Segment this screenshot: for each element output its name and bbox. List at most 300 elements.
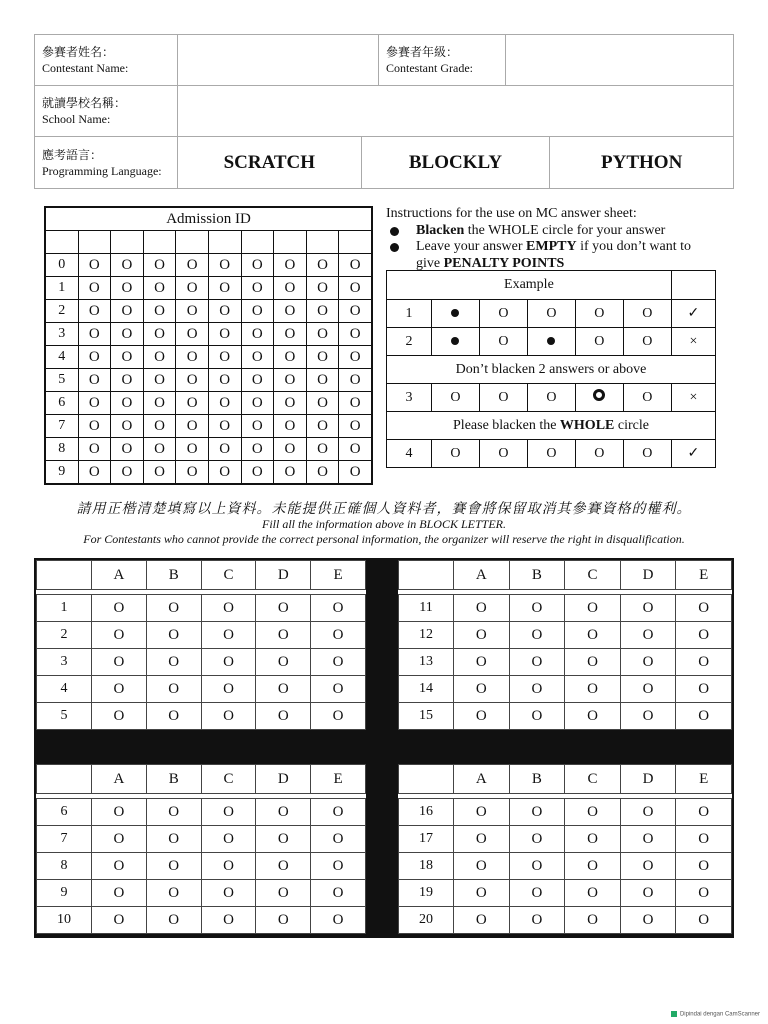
admission-bubble[interactable]: O xyxy=(274,369,307,392)
admission-digit-label: 0 xyxy=(45,254,78,277)
answer-bubble[interactable]: O xyxy=(92,880,147,907)
answer-bubble[interactable]: O xyxy=(146,853,201,880)
answer-bubble[interactable]: O xyxy=(565,799,621,826)
admission-bubble[interactable]: O xyxy=(111,254,144,277)
question-row xyxy=(37,880,366,907)
answer-bubble[interactable]: O xyxy=(311,595,366,622)
admission-bubble[interactable]: O xyxy=(111,323,144,346)
admission-bubble[interactable]: O xyxy=(339,323,372,346)
admission-bubble[interactable]: O xyxy=(208,300,241,323)
answer-option-header: D xyxy=(256,561,311,590)
answer-bubble[interactable]: O xyxy=(201,595,256,622)
admission-bubble[interactable]: O xyxy=(306,392,339,415)
answer-option-header: C xyxy=(565,765,621,794)
answer-bubble[interactable]: O xyxy=(454,853,510,880)
answer-bubble[interactable]: O xyxy=(565,853,621,880)
answer-bubble[interactable]: O xyxy=(201,853,256,880)
answer-bubble[interactable]: O xyxy=(201,799,256,826)
answer-bubble[interactable]: O xyxy=(509,853,565,880)
admission-bubble[interactable]: O xyxy=(339,346,372,369)
answer-option-header: A xyxy=(92,765,147,794)
example-row xyxy=(387,440,716,468)
cross-icon: × xyxy=(671,328,715,356)
answer-bubble[interactable]: O xyxy=(620,649,676,676)
admission-id-digit-box[interactable] xyxy=(176,231,209,254)
admission-bubble[interactable]: O xyxy=(274,461,307,485)
answer-bubble[interactable]: O xyxy=(676,853,732,880)
answer-bubble[interactable]: O xyxy=(565,880,621,907)
admission-id-write-row xyxy=(45,231,372,254)
question-number: 13 xyxy=(399,649,454,676)
admission-id-row xyxy=(45,277,372,300)
admission-id-digit-box[interactable] xyxy=(339,231,372,254)
answer-bubble[interactable]: O xyxy=(201,649,256,676)
admission-bubble[interactable]: O xyxy=(241,346,274,369)
admission-bubble[interactable]: O xyxy=(78,323,111,346)
admission-id-digit-box[interactable] xyxy=(241,231,274,254)
instructions-heading: Instructions for the use on MC answer sheet: xyxy=(386,206,637,221)
answer-bubble[interactable]: O xyxy=(565,649,621,676)
answer-bubble[interactable]: O xyxy=(620,595,676,622)
answer-bubble[interactable]: O xyxy=(201,907,256,934)
answer-bubble[interactable]: O xyxy=(676,799,732,826)
example-row xyxy=(387,328,716,356)
answer-bubble[interactable]: O xyxy=(676,907,732,934)
example-bubble: O xyxy=(431,384,479,412)
admission-bubble[interactable]: O xyxy=(111,392,144,415)
answer-bubble[interactable]: O xyxy=(509,907,565,934)
question-row xyxy=(37,703,366,730)
admission-bubble[interactable]: O xyxy=(339,254,372,277)
admission-bubble[interactable]: O xyxy=(78,300,111,323)
example-bubble: O xyxy=(623,328,671,356)
admission-bubble[interactable]: O xyxy=(306,277,339,300)
admission-id-digit-box[interactable] xyxy=(274,231,307,254)
answer-block xyxy=(36,764,366,934)
answer-bubble[interactable]: O xyxy=(311,622,366,649)
admission-bubble[interactable]: O xyxy=(176,461,209,485)
answer-bubble[interactable]: O xyxy=(454,703,510,730)
answer-option-header: A xyxy=(454,561,510,590)
admission-id-row xyxy=(45,438,372,461)
answer-option-header: B xyxy=(509,765,565,794)
answer-bubble[interactable]: O xyxy=(620,622,676,649)
bullet-icon xyxy=(390,227,399,236)
admission-bubble[interactable]: O xyxy=(78,438,111,461)
admission-id-row xyxy=(45,369,372,392)
admission-digit-label: 1 xyxy=(45,277,78,300)
admission-bubble[interactable]: O xyxy=(339,415,372,438)
answer-bubble[interactable]: O xyxy=(509,880,565,907)
answer-bubble[interactable]: O xyxy=(146,676,201,703)
admission-bubble[interactable]: O xyxy=(176,300,209,323)
example-bubble: O xyxy=(431,440,479,468)
name-label-cell xyxy=(35,35,178,86)
admission-bubble[interactable]: O xyxy=(78,346,111,369)
answer-bubble[interactable]: O xyxy=(92,826,147,853)
admission-bubble[interactable]: O xyxy=(241,323,274,346)
answer-bubble[interactable]: O xyxy=(256,595,311,622)
admission-bubble[interactable]: O xyxy=(241,277,274,300)
answer-bubble[interactable]: O xyxy=(454,826,510,853)
question-row xyxy=(37,676,366,703)
admission-bubble[interactable]: O xyxy=(241,369,274,392)
question-number: 6 xyxy=(37,799,92,826)
language-option-scratch[interactable]: SCRATCH xyxy=(178,137,361,188)
admission-id-digit-box[interactable] xyxy=(208,231,241,254)
answer-bubble[interactable]: O xyxy=(256,649,311,676)
answer-bubble[interactable]: O xyxy=(92,649,147,676)
admission-bubble[interactable]: O xyxy=(143,415,176,438)
answer-bubble[interactable]: O xyxy=(509,595,565,622)
answer-bubble[interactable]: O xyxy=(311,649,366,676)
answer-bubble[interactable]: O xyxy=(311,676,366,703)
admission-bubble[interactable]: O xyxy=(111,300,144,323)
answer-bubble[interactable]: O xyxy=(311,826,366,853)
question-number: 18 xyxy=(399,853,454,880)
question-number: 12 xyxy=(399,622,454,649)
example-row-label: 1 xyxy=(387,300,432,328)
answer-bubble[interactable]: O xyxy=(311,703,366,730)
answer-bubble[interactable]: O xyxy=(509,799,565,826)
admission-bubble[interactable]: O xyxy=(241,254,274,277)
answer-bubble[interactable]: O xyxy=(256,907,311,934)
answer-bubble[interactable]: O xyxy=(92,907,147,934)
contestant-info-table xyxy=(34,34,734,189)
admission-bubble[interactable]: O xyxy=(339,300,372,323)
instruction-item-blacken xyxy=(386,223,736,240)
answer-bubble[interactable]: O xyxy=(509,826,565,853)
admission-bubble[interactable]: O xyxy=(176,415,209,438)
grade-field[interactable] xyxy=(506,35,734,86)
admission-digit-label: 3 xyxy=(45,323,78,346)
admission-bubble[interactable]: O xyxy=(274,415,307,438)
admission-bubble[interactable]: O xyxy=(176,369,209,392)
question-row xyxy=(399,649,732,676)
school-field[interactable] xyxy=(178,86,734,137)
admission-bubble[interactable]: O xyxy=(78,392,111,415)
question-number: 17 xyxy=(399,826,454,853)
question-row xyxy=(37,595,366,622)
answer-bubble[interactable]: O xyxy=(676,595,732,622)
answer-bubble[interactable]: O xyxy=(454,799,510,826)
admission-id-title: Admission ID xyxy=(45,207,372,231)
answer-bubble[interactable]: O xyxy=(256,676,311,703)
admission-bubble[interactable]: O xyxy=(306,254,339,277)
example-filled-bubble xyxy=(431,328,479,356)
admission-bubble[interactable]: O xyxy=(339,277,372,300)
admission-digit-label: 6 xyxy=(45,392,78,415)
admission-bubble[interactable]: O xyxy=(306,369,339,392)
answer-option-header: B xyxy=(146,561,201,590)
answer-bubble[interactable]: O xyxy=(509,622,565,649)
answer-bubble[interactable]: O xyxy=(454,622,510,649)
answer-bubble[interactable]: O xyxy=(311,907,366,934)
question-number: 19 xyxy=(399,880,454,907)
answer-option-header: A xyxy=(454,765,510,794)
admission-bubble[interactable]: O xyxy=(241,392,274,415)
answer-bubble[interactable]: O xyxy=(201,826,256,853)
answer-bubble[interactable]: O xyxy=(620,703,676,730)
admission-id-row xyxy=(45,254,372,277)
cross-icon: × xyxy=(671,384,715,412)
answer-bubble[interactable]: O xyxy=(676,826,732,853)
admission-bubble[interactable]: O xyxy=(176,254,209,277)
example-row xyxy=(387,384,716,412)
admission-id-digit-box[interactable] xyxy=(78,231,111,254)
answer-bubble[interactable]: O xyxy=(256,703,311,730)
admission-id-row xyxy=(45,300,372,323)
admission-bubble[interactable]: O xyxy=(241,438,274,461)
admission-bubble[interactable]: O xyxy=(111,438,144,461)
question-row xyxy=(399,622,732,649)
language-option-python[interactable]: PYTHON xyxy=(601,151,683,173)
name-field[interactable] xyxy=(178,35,379,86)
answer-bubble[interactable]: O xyxy=(311,880,366,907)
admission-bubble[interactable]: O xyxy=(339,369,372,392)
example-row xyxy=(387,300,716,328)
admission-bubble[interactable]: O xyxy=(143,300,176,323)
example-filled-bubble xyxy=(431,300,479,328)
answer-block xyxy=(398,560,732,730)
grade-label-cell xyxy=(379,35,506,86)
answer-bubble[interactable]: O xyxy=(454,595,510,622)
admission-id-corner xyxy=(45,231,78,254)
answer-bubble[interactable]: O xyxy=(454,880,510,907)
admission-bubble[interactable]: O xyxy=(78,369,111,392)
answer-bubble[interactable]: O xyxy=(565,622,621,649)
answer-bubble[interactable]: O xyxy=(565,676,621,703)
answer-bubble[interactable]: O xyxy=(146,595,201,622)
instruction-empty-text: if you don’t want to xyxy=(576,239,692,254)
instruction-blacken-bold: Blacken xyxy=(416,222,465,238)
answer-bubble[interactable]: O xyxy=(676,703,732,730)
admission-digit-label: 9 xyxy=(45,461,78,485)
admission-bubble[interactable]: O xyxy=(208,461,241,485)
example-bubble: O xyxy=(575,328,623,356)
admission-bubble[interactable]: O xyxy=(176,323,209,346)
admission-bubble[interactable]: O xyxy=(274,438,307,461)
admission-bubble[interactable]: O xyxy=(143,254,176,277)
answer-bubble[interactable]: O xyxy=(92,853,147,880)
answer-bubble[interactable]: O xyxy=(201,703,256,730)
example-bubble: O xyxy=(479,440,527,468)
admission-bubble[interactable]: O xyxy=(176,438,209,461)
answer-bubble[interactable]: O xyxy=(146,880,201,907)
answer-bubble[interactable]: O xyxy=(676,676,732,703)
example-bubble: O xyxy=(623,440,671,468)
answer-option-header: E xyxy=(676,765,732,794)
answer-bubble[interactable]: O xyxy=(146,649,201,676)
admission-bubble[interactable]: O xyxy=(208,254,241,277)
answer-bubble[interactable]: O xyxy=(565,907,621,934)
admission-bubble[interactable]: O xyxy=(339,461,372,485)
answer-bubble[interactable]: O xyxy=(454,676,510,703)
admission-bubble[interactable]: O xyxy=(208,415,241,438)
admission-bubble[interactable]: O xyxy=(208,438,241,461)
answer-bubble[interactable]: O xyxy=(201,676,256,703)
admission-bubble[interactable]: O xyxy=(176,346,209,369)
answer-bubble[interactable]: O xyxy=(509,649,565,676)
admission-bubble[interactable]: O xyxy=(274,277,307,300)
answer-bubble[interactable]: O xyxy=(92,595,147,622)
answer-block xyxy=(398,764,732,934)
example-row-label: 4 xyxy=(387,440,432,468)
admission-bubble[interactable]: O xyxy=(143,461,176,485)
admission-bubble[interactable]: O xyxy=(274,346,307,369)
answer-bubble[interactable]: O xyxy=(146,826,201,853)
language-option-blockly[interactable]: BLOCKLY xyxy=(361,137,550,188)
admission-bubble[interactable]: O xyxy=(339,438,372,461)
example-note-whole-rest: circle xyxy=(614,417,649,433)
answer-bubble[interactable]: O xyxy=(620,853,676,880)
answer-bubble[interactable]: O xyxy=(311,853,366,880)
admission-bubble[interactable]: O xyxy=(143,369,176,392)
answer-bubble[interactable]: O xyxy=(92,676,147,703)
answer-option-header: C xyxy=(565,561,621,590)
answer-bubble[interactable]: O xyxy=(146,907,201,934)
note-disqualification: For Contestants who cannot provide the correct personal information, the organizer will reserve the right in disqualification. xyxy=(83,532,685,546)
answer-bubble[interactable]: O xyxy=(620,880,676,907)
admission-digit-label: 5 xyxy=(45,369,78,392)
admission-bubble[interactable]: O xyxy=(274,254,307,277)
answer-bubble[interactable]: O xyxy=(509,676,565,703)
answer-bubble[interactable]: O xyxy=(201,622,256,649)
admission-bubble[interactable]: O xyxy=(78,461,111,485)
admission-bubble[interactable]: O xyxy=(111,277,144,300)
question-row xyxy=(37,853,366,880)
answer-option-header: D xyxy=(256,765,311,794)
answer-bubble[interactable]: O xyxy=(92,799,147,826)
example-note-whole-bold: WHOLE xyxy=(559,417,615,433)
admission-bubble[interactable]: O xyxy=(274,300,307,323)
answer-header-row xyxy=(37,561,366,590)
answer-bubble[interactable]: O xyxy=(201,880,256,907)
answer-bubble[interactable]: O xyxy=(311,799,366,826)
answer-bubble[interactable]: O xyxy=(620,799,676,826)
admission-digit-label: 4 xyxy=(45,346,78,369)
instruction-blacken-text: the WHOLE circle for your answer xyxy=(464,222,666,238)
admission-bubble[interactable]: O xyxy=(111,461,144,485)
admission-bubble[interactable]: O xyxy=(274,392,307,415)
admission-bubble[interactable]: O xyxy=(143,392,176,415)
answer-bubble[interactable]: O xyxy=(620,907,676,934)
answer-bubble[interactable]: O xyxy=(146,799,201,826)
answer-bubble[interactable]: O xyxy=(256,853,311,880)
note-chinese: 請用正楷清楚填寫以上資料。未能提供正確個人資料者，賽會將保留取消其參賽資格的權利。 xyxy=(76,502,692,517)
answer-bubble[interactable]: O xyxy=(146,703,201,730)
answer-bubble[interactable]: O xyxy=(565,595,621,622)
admission-id-digit-box[interactable] xyxy=(111,231,144,254)
answer-header-row xyxy=(399,561,732,590)
admission-bubble[interactable]: O xyxy=(274,323,307,346)
admission-bubble[interactable]: O xyxy=(208,392,241,415)
answer-bubble[interactable]: O xyxy=(256,622,311,649)
answer-bubble[interactable]: O xyxy=(256,799,311,826)
name-label-en: Contestant Name: xyxy=(42,61,129,75)
admission-bubble[interactable]: O xyxy=(208,277,241,300)
answer-bubble[interactable]: O xyxy=(676,622,732,649)
instruction-empty-bold: EMPTY xyxy=(526,239,577,254)
question-row xyxy=(399,907,732,934)
example-note-multiple: Don’t blacken 2 answers or above xyxy=(387,356,716,384)
admission-bubble[interactable]: O xyxy=(143,323,176,346)
answer-header-row xyxy=(399,765,732,794)
answer-bubble[interactable]: O xyxy=(256,880,311,907)
admission-bubble[interactable]: O xyxy=(306,346,339,369)
question-number: 7 xyxy=(37,826,92,853)
question-number: 3 xyxy=(37,649,92,676)
answer-bubble[interactable]: O xyxy=(620,676,676,703)
check-icon: ✓ xyxy=(671,440,715,468)
admission-bubble[interactable]: O xyxy=(208,323,241,346)
admission-id-row xyxy=(45,323,372,346)
admission-bubble[interactable]: O xyxy=(306,438,339,461)
answer-bubble[interactable]: O xyxy=(565,826,621,853)
admission-bubble[interactable]: O xyxy=(241,300,274,323)
answer-bubble[interactable]: O xyxy=(92,622,147,649)
question-number: 16 xyxy=(399,799,454,826)
admission-digit-label: 2 xyxy=(45,300,78,323)
admission-bubble[interactable]: O xyxy=(78,277,111,300)
question-row xyxy=(399,880,732,907)
admission-bubble[interactable]: O xyxy=(176,392,209,415)
admission-bubble[interactable]: O xyxy=(143,346,176,369)
admission-bubble[interactable]: O xyxy=(306,323,339,346)
answer-bubble[interactable]: O xyxy=(146,622,201,649)
language-label-en: Programming Language: xyxy=(42,163,162,178)
admission-id-digit-box[interactable] xyxy=(143,231,176,254)
admission-bubble[interactable]: O xyxy=(306,300,339,323)
answer-bubble[interactable]: O xyxy=(565,703,621,730)
admission-id-row xyxy=(45,461,372,485)
admission-id-table xyxy=(44,206,373,485)
example-row-label: 3 xyxy=(387,384,432,412)
question-number: 8 xyxy=(37,853,92,880)
answer-bubble[interactable]: O xyxy=(454,907,510,934)
answer-bubble[interactable]: O xyxy=(256,826,311,853)
admission-bubble[interactable]: O xyxy=(339,392,372,415)
admission-bubble[interactable]: O xyxy=(208,346,241,369)
answer-bubble[interactable]: O xyxy=(509,703,565,730)
admission-bubble[interactable]: O xyxy=(78,415,111,438)
answer-bubble[interactable]: O xyxy=(676,649,732,676)
admission-bubble[interactable]: O xyxy=(143,277,176,300)
admission-bubble[interactable]: O xyxy=(78,254,111,277)
question-number: 10 xyxy=(37,907,92,934)
example-bubble: O xyxy=(479,328,527,356)
admission-bubble[interactable]: O xyxy=(176,277,209,300)
admission-bubble[interactable]: O xyxy=(306,461,339,485)
answer-bubble[interactable]: O xyxy=(620,826,676,853)
admission-bubble[interactable]: O xyxy=(111,415,144,438)
admission-bubble[interactable]: O xyxy=(208,369,241,392)
answer-bubble[interactable]: O xyxy=(454,649,510,676)
admission-bubble[interactable]: O xyxy=(111,346,144,369)
admission-bubble[interactable]: O xyxy=(111,369,144,392)
instruction-penalty-bold: PENALTY POINTS xyxy=(443,255,565,271)
admission-bubble[interactable]: O xyxy=(241,415,274,438)
answer-option-header: C xyxy=(201,561,256,590)
answer-bubble[interactable]: O xyxy=(676,880,732,907)
answer-bubble[interactable]: O xyxy=(92,703,147,730)
answer-block xyxy=(36,560,366,730)
admission-id-digit-box[interactable] xyxy=(306,231,339,254)
admission-bubble[interactable]: O xyxy=(306,415,339,438)
admission-bubble[interactable]: O xyxy=(241,461,274,485)
admission-bubble[interactable]: O xyxy=(143,438,176,461)
language-label-cn: 應考語言： xyxy=(42,147,103,162)
